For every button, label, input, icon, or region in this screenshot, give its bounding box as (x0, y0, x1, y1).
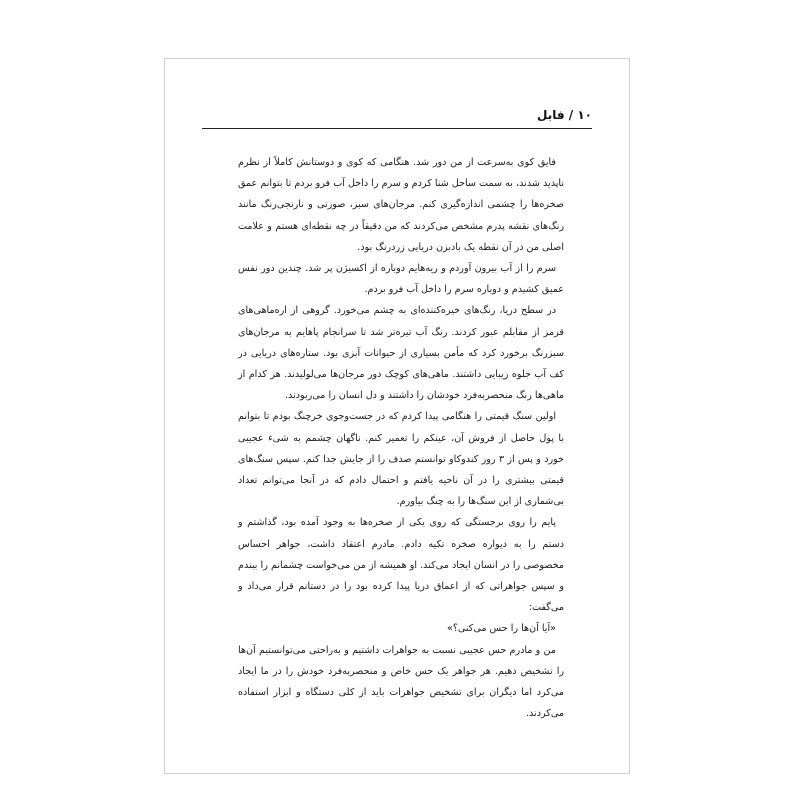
paragraph: پایم را روی برجستگی که روی یکی از صخره‌ها به وجود آمده بود، گذاشتم و دستم را به دیواره صخره تکیه دادم. مادرم اعتقاد داشت، جواهر احساس مخصوصی را در انسان ایجاد می‌کند. او همیشه از من می‌خواست چشمانم را ببندم و سپس جواهراتی که از اعماق دریا پیدا کرده بود را در دستانم قرار می‌داد و می‌گفت: (238, 517, 564, 614)
paragraph: سرم را از آب بیرون آوردم و ریه‌هایم دوباره از اکسیژن پر شد. چندین دور نفس عمیق کشیدم و دوباره سرم را داخل آب فرو بردم. (238, 263, 564, 296)
header-divider (202, 128, 592, 129)
book-page (164, 58, 630, 774)
paragraph: اولین سنگ قیمتی را هنگامی پیدا کردم که در جست‌وجوی خرچنگ بودم تا بتوانم با پول حاصل از فروش آن، عینکم را تعمیر کنم. ناگهان چشمم به شیء عجیبی خورد و پس از ۳ روز کندوکاو توانستم صدف را از جایش جدا کنم. سپس سنگ‌های قیمتی بیشتری را در آن ناحیه یافتم و احتمال دادم که در آنجا می‌توانم تعداد بی‌شماری از این سنگ‌ها را به چنگ بیاورم. (238, 411, 564, 508)
running-header (537, 108, 592, 122)
quoted-line: «آیا آن‌ها را حس می‌کنی؟» (446, 623, 556, 635)
paragraph: در سطح دریا، رنگ‌های خیره‌کننده‌ای به چشم می‌خورد. گروهی از اره‌ماهی‌های قرمز از مقابلم عبور کردند. رنگ آب تیره‌تر شد تا سرانجام پاهایم به مرجان‌های سبزرنگ برخورد کرد که مأمن بسیاری از حیوانات آبزی بود. ستاره‌های دریایی در کف آب جلوه زیبایی داشتند. ماهی‌های کوچک دور مرجان‌ها می‌لولیدند. هر کدام از ماهی‌ها رنگ منحصربه‌فرد خودشان را داشتند و دل انسان را می‌ربودند. (238, 305, 564, 402)
paragraph: فایق کوی به‌سرعت از من دور شد. هنگامی که کوی و دوستانش کاملاً از نظرم ناپدید شدند، به سمت ساحل شنا کردم و سرم را داخل آب فرو بردم تا بتوانم عمق صخره‌ها را چشمی اندازه‌گیری کنم. مرجان‌های سبز، صورتی و نارنجی‌رنگ مانند رنگ‌های نقشه پدرم مشخص می‌کردند که من دقیقاً در چه نقطه‌ای هستم و علامت اصلی من در آن نقطه یک بادبزن دریایی زردرنگ بود. (238, 157, 564, 253)
body-text (238, 152, 564, 724)
paragraph: من و مادرم حس عجیبی نسبت به جواهرات داشتیم و به‌راحتی می‌توانستیم آن‌ها را تشخیص دهیم. هر جواهر یک حس خاص و منحصربه‌فرد خودش را در ما ایجاد می‌کرد اما دیگران برای تشخیص جواهرات باید از کلی دستگاه و ابزار استفاده می‌کردند. (238, 644, 564, 720)
page-number: ۱۰ (577, 108, 592, 122)
chapter-title: فابل (536, 108, 565, 122)
header-separator: / (568, 108, 574, 122)
